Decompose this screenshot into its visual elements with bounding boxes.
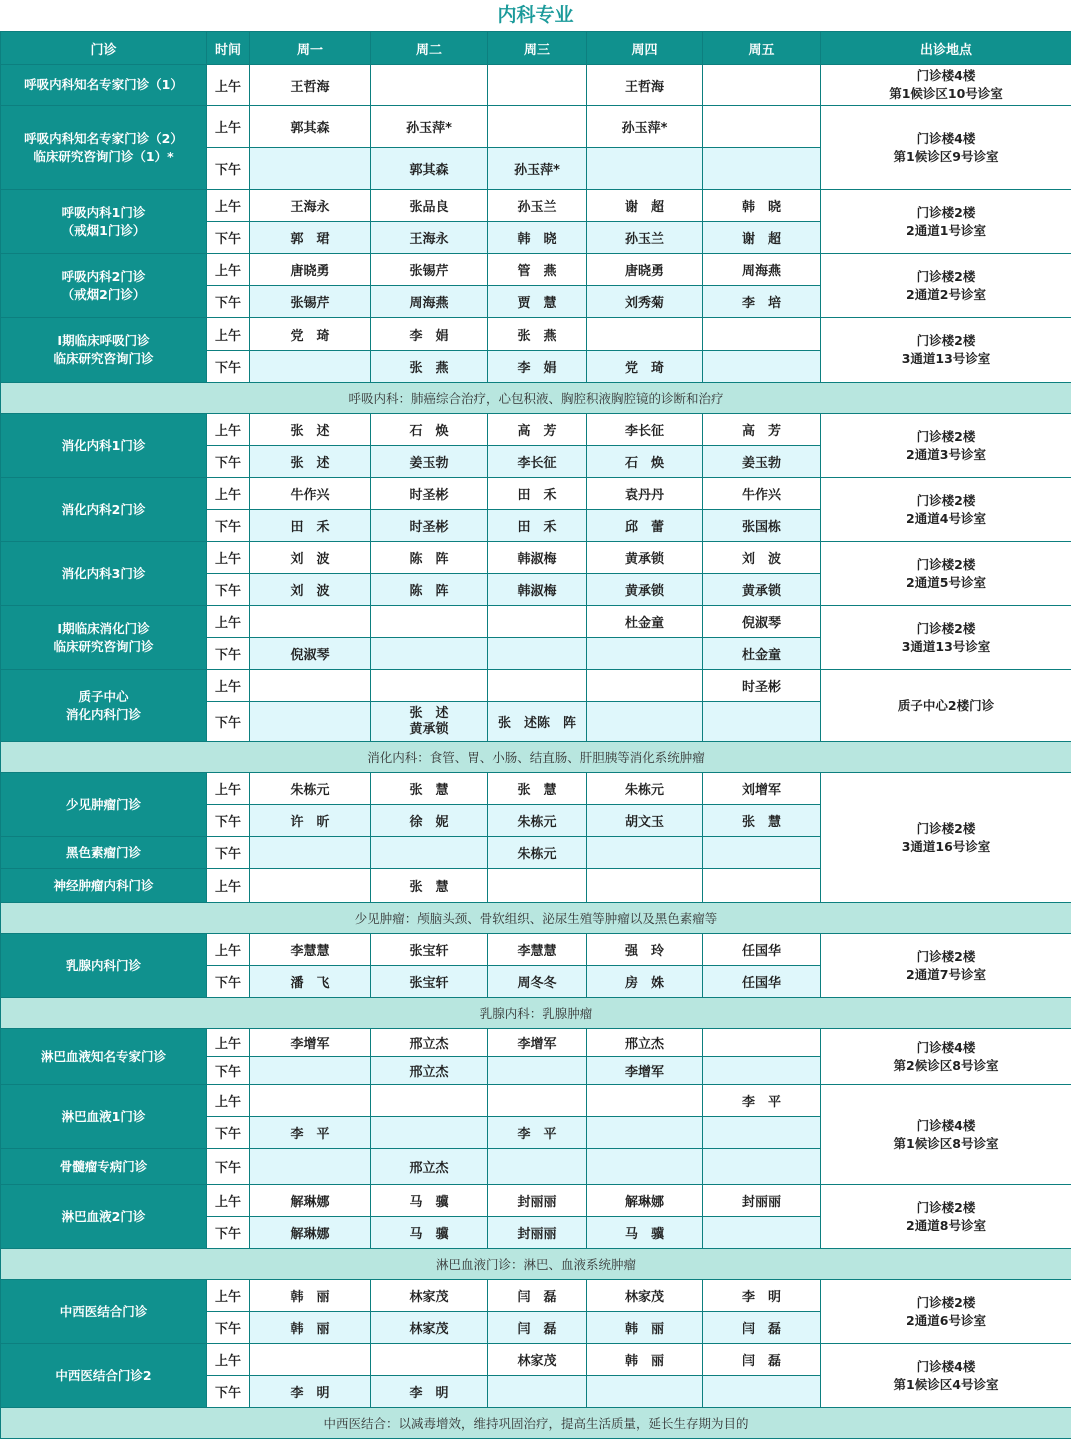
clinic-location: 门诊楼4楼 第1候诊区10号诊室 bbox=[821, 65, 1071, 106]
doctor-cell: 王哲海 bbox=[250, 65, 371, 106]
doctor-cell: 李 明 bbox=[371, 1376, 488, 1408]
time-slot: 下午 bbox=[207, 351, 250, 383]
doctor-cell bbox=[371, 1344, 488, 1376]
doctor-cell: 张品良 bbox=[371, 190, 488, 222]
doctor-cell: 杜金童 bbox=[703, 638, 821, 670]
table-row bbox=[1, 1280, 1071, 1312]
doctor-cell: 王海永 bbox=[371, 222, 488, 254]
note-row bbox=[1, 998, 1071, 1029]
doctor-cell bbox=[703, 351, 821, 383]
doctor-cell: 郭其森 bbox=[371, 148, 488, 190]
doctor-cell: 马 骥 bbox=[587, 1217, 703, 1249]
time-slot: 下午 bbox=[207, 574, 250, 606]
time-slot: 上午 bbox=[207, 773, 250, 805]
time-slot: 下午 bbox=[207, 1117, 250, 1149]
doctor-cell: 高 芳 bbox=[488, 414, 587, 446]
table-row bbox=[1, 414, 1071, 446]
table-row bbox=[1, 1185, 1071, 1217]
doctor-cell bbox=[703, 1029, 821, 1057]
note-row bbox=[1, 903, 1071, 934]
table-row bbox=[1, 606, 1071, 638]
clinic-name: 质子中心 消化内科门诊 bbox=[1, 670, 207, 742]
doctor-cell bbox=[250, 702, 371, 742]
header-thu: 周四 bbox=[587, 32, 703, 65]
table-row bbox=[1, 65, 1071, 106]
doctor-cell: 李长征 bbox=[587, 414, 703, 446]
specialty-note: 呼吸内科：肺癌综合治疗，心包积液、胸腔积液胸腔镜的诊断和治疗 bbox=[1, 383, 1071, 414]
clinic-name: 呼吸内科知名专家门诊（2） 临床研究咨询门诊（1）* bbox=[1, 106, 207, 190]
doctor-cell bbox=[250, 869, 371, 903]
doctor-cell: 刘增军 bbox=[703, 773, 821, 805]
doctor-cell: 孙玉萍* bbox=[488, 148, 587, 190]
doctor-cell: 刘秀菊 bbox=[587, 286, 703, 318]
doctor-cell bbox=[587, 1376, 703, 1408]
clinic-name: 消化内科3门诊 bbox=[1, 542, 207, 606]
clinic-location: 门诊楼2楼 3通道13号诊室 bbox=[821, 606, 1071, 670]
clinic-name: 中西医结合门诊 bbox=[1, 1280, 207, 1344]
clinic-location: 质子中心2楼门诊 bbox=[821, 670, 1071, 742]
time-slot: 上午 bbox=[207, 478, 250, 510]
time-slot: 下午 bbox=[207, 148, 250, 190]
doctor-cell bbox=[250, 1085, 371, 1117]
doctor-cell bbox=[703, 1149, 821, 1185]
doctor-cell bbox=[587, 670, 703, 702]
time-slot: 下午 bbox=[207, 837, 250, 869]
doctor-cell: 陈 阵 bbox=[371, 574, 488, 606]
doctor-cell: 李慧慧 bbox=[250, 934, 371, 966]
time-slot: 上午 bbox=[207, 65, 250, 106]
doctor-cell bbox=[587, 1085, 703, 1117]
time-slot: 下午 bbox=[207, 510, 250, 542]
doctor-cell bbox=[488, 1149, 587, 1185]
specialty-note: 淋巴血液门诊：淋巴、血液系统肿瘤 bbox=[1, 1249, 1071, 1280]
doctor-cell: 胡文玉 bbox=[587, 805, 703, 837]
doctor-cell: 李 平 bbox=[703, 1085, 821, 1117]
doctor-cell: 张 述陈 阵 bbox=[488, 702, 587, 742]
doctor-cell: 解琳娜 bbox=[250, 1217, 371, 1249]
doctor-cell bbox=[250, 837, 371, 869]
note-row bbox=[1, 1408, 1071, 1439]
doctor-cell bbox=[371, 65, 488, 106]
doctor-cell: 韩 丽 bbox=[587, 1312, 703, 1344]
doctor-cell bbox=[488, 606, 587, 638]
time-slot: 上午 bbox=[207, 106, 250, 148]
time-slot: 上午 bbox=[207, 542, 250, 574]
doctor-cell: 李 平 bbox=[488, 1117, 587, 1149]
doctor-cell: 邢立杰 bbox=[371, 1057, 488, 1085]
doctor-cell: 解琳娜 bbox=[587, 1185, 703, 1217]
doctor-cell: 王哲海 bbox=[587, 65, 703, 106]
doctor-cell bbox=[703, 1217, 821, 1249]
doctor-cell: 郭其森 bbox=[250, 106, 371, 148]
doctor-cell bbox=[703, 65, 821, 106]
clinic-location: 门诊楼2楼 2通道8号诊室 bbox=[821, 1185, 1071, 1249]
schedule-body bbox=[1, 65, 1071, 1439]
doctor-cell: 朱栋元 bbox=[488, 805, 587, 837]
doctor-cell: 田 禾 bbox=[488, 510, 587, 542]
table-row bbox=[1, 254, 1071, 286]
clinic-location: 门诊楼2楼 2通道5号诊室 bbox=[821, 542, 1071, 606]
doctor-cell bbox=[250, 1149, 371, 1185]
header-wed: 周三 bbox=[488, 32, 587, 65]
table-row bbox=[1, 670, 1071, 702]
doctor-cell: 韩淑梅 bbox=[488, 542, 587, 574]
clinic-location: 门诊楼4楼 第1候诊区8号诊室 bbox=[821, 1085, 1071, 1185]
time-slot: 上午 bbox=[207, 318, 250, 351]
doctor-cell bbox=[488, 65, 587, 106]
note-row bbox=[1, 742, 1071, 773]
doctor-cell: 房 姝 bbox=[587, 966, 703, 998]
clinic-location: 门诊楼2楼 2通道4号诊室 bbox=[821, 478, 1071, 542]
doctor-cell bbox=[703, 148, 821, 190]
doctor-cell: 朱栋元 bbox=[587, 773, 703, 805]
table-row bbox=[1, 190, 1071, 222]
doctor-cell: 孙玉萍* bbox=[371, 106, 488, 148]
doctor-cell: 高 芳 bbox=[703, 414, 821, 446]
doctor-cell: 张 慧 bbox=[371, 773, 488, 805]
doctor-cell bbox=[587, 869, 703, 903]
doctor-cell: 韩 丽 bbox=[250, 1312, 371, 1344]
doctor-cell: 朱栋元 bbox=[250, 773, 371, 805]
clinic-name: 黑色素瘤门诊 bbox=[1, 837, 207, 869]
time-slot: 下午 bbox=[207, 1376, 250, 1408]
doctor-cell: 林家茂 bbox=[488, 1344, 587, 1376]
doctor-cell: 李 娟 bbox=[488, 351, 587, 383]
doctor-cell: 李慧慧 bbox=[488, 934, 587, 966]
doctor-cell: 唐晓勇 bbox=[587, 254, 703, 286]
doctor-cell: 韩 晓 bbox=[703, 190, 821, 222]
doctor-cell: 杜金童 bbox=[587, 606, 703, 638]
doctor-cell: 李长征 bbox=[488, 446, 587, 478]
doctor-cell bbox=[587, 318, 703, 351]
doctor-cell bbox=[250, 1344, 371, 1376]
doctor-cell: 韩淑梅 bbox=[488, 574, 587, 606]
clinic-name: 中西医结合门诊2 bbox=[1, 1344, 207, 1408]
doctor-cell: 姜玉勃 bbox=[703, 446, 821, 478]
doctor-cell: 时圣彬 bbox=[371, 510, 488, 542]
doctor-cell bbox=[250, 606, 371, 638]
doctor-cell bbox=[587, 837, 703, 869]
doctor-cell: 李 平 bbox=[250, 1117, 371, 1149]
doctor-cell: 孙玉兰 bbox=[488, 190, 587, 222]
clinic-name: 消化内科1门诊 bbox=[1, 414, 207, 478]
doctor-cell bbox=[371, 606, 488, 638]
doctor-cell: 林家茂 bbox=[587, 1280, 703, 1312]
doctor-cell: 袁丹丹 bbox=[587, 478, 703, 510]
doctor-cell: 郭 珺 bbox=[250, 222, 371, 254]
clinic-name: 乳腺内科门诊 bbox=[1, 934, 207, 998]
doctor-cell: 倪淑琴 bbox=[703, 606, 821, 638]
clinic-location: 门诊楼2楼 2通道6号诊室 bbox=[821, 1280, 1071, 1344]
clinic-name: 少见肿瘤门诊 bbox=[1, 773, 207, 837]
doctor-cell bbox=[587, 1149, 703, 1185]
header-time: 时间 bbox=[207, 32, 250, 65]
time-slot: 上午 bbox=[207, 1085, 250, 1117]
doctor-cell bbox=[703, 1117, 821, 1149]
doctor-cell bbox=[587, 148, 703, 190]
specialty-note: 消化内科：食管、胃、小肠、结直肠、肝胆胰等消化系统肿瘤 bbox=[1, 742, 1071, 773]
doctor-cell bbox=[488, 638, 587, 670]
doctor-cell: 林家茂 bbox=[371, 1280, 488, 1312]
doctor-cell bbox=[250, 351, 371, 383]
table-row bbox=[1, 542, 1071, 574]
time-slot: 上午 bbox=[207, 606, 250, 638]
doctor-cell: 林家茂 bbox=[371, 1312, 488, 1344]
doctor-cell: 韩 丽 bbox=[587, 1344, 703, 1376]
header-clinic: 门诊 bbox=[1, 32, 207, 65]
time-slot: 上午 bbox=[207, 1185, 250, 1217]
doctor-cell: 刘 波 bbox=[250, 542, 371, 574]
doctor-cell bbox=[587, 702, 703, 742]
doctor-cell bbox=[488, 670, 587, 702]
doctor-cell: 李 明 bbox=[250, 1376, 371, 1408]
doctor-cell bbox=[488, 106, 587, 148]
time-slot: 上午 bbox=[207, 254, 250, 286]
doctor-cell: 解琳娜 bbox=[250, 1185, 371, 1217]
doctor-cell: 封丽丽 bbox=[488, 1217, 587, 1249]
clinic-location: 门诊楼2楼 3通道16号诊室 bbox=[821, 773, 1071, 903]
clinic-location: 门诊楼2楼 2通道7号诊室 bbox=[821, 934, 1071, 998]
time-slot: 下午 bbox=[207, 966, 250, 998]
doctor-cell bbox=[371, 1085, 488, 1117]
doctor-cell: 马 骥 bbox=[371, 1185, 488, 1217]
doctor-cell: 孙玉兰 bbox=[587, 222, 703, 254]
clinic-name: I期临床呼吸门诊 临床研究咨询门诊 bbox=[1, 318, 207, 383]
header-tue: 周二 bbox=[371, 32, 488, 65]
time-slot: 下午 bbox=[207, 446, 250, 478]
doctor-cell: 张 燕 bbox=[488, 318, 587, 351]
doctor-cell: 闫 磊 bbox=[488, 1312, 587, 1344]
table-row bbox=[1, 478, 1071, 510]
doctor-cell: 任国华 bbox=[703, 966, 821, 998]
doctor-cell: 邱 蕾 bbox=[587, 510, 703, 542]
clinic-location: 门诊楼4楼 第2候诊区8号诊室 bbox=[821, 1029, 1071, 1085]
clinic-location: 门诊楼4楼 第1候诊区9号诊室 bbox=[821, 106, 1071, 190]
doctor-cell: 倪淑琴 bbox=[250, 638, 371, 670]
time-slot: 下午 bbox=[207, 1217, 250, 1249]
time-slot: 下午 bbox=[207, 638, 250, 670]
doctor-cell bbox=[371, 670, 488, 702]
doctor-cell bbox=[703, 1376, 821, 1408]
doctor-cell: 石 焕 bbox=[587, 446, 703, 478]
doctor-cell: 邢立杰 bbox=[587, 1029, 703, 1057]
clinic-location: 门诊楼2楼 3通道13号诊室 bbox=[821, 318, 1071, 383]
doctor-cell: 张锡芹 bbox=[250, 286, 371, 318]
table-row bbox=[1, 1029, 1071, 1057]
time-slot: 上午 bbox=[207, 1029, 250, 1057]
time-slot: 上午 bbox=[207, 414, 250, 446]
doctor-cell: 徐 妮 bbox=[371, 805, 488, 837]
doctor-cell: 刘 波 bbox=[703, 542, 821, 574]
doctor-cell: 牛作兴 bbox=[250, 478, 371, 510]
time-slot: 上午 bbox=[207, 190, 250, 222]
doctor-cell: 姜玉勃 bbox=[371, 446, 488, 478]
doctor-cell bbox=[488, 1085, 587, 1117]
doctor-cell: 李 培 bbox=[703, 286, 821, 318]
note-row bbox=[1, 383, 1071, 414]
doctor-cell: 韩 晓 bbox=[488, 222, 587, 254]
doctor-cell: 李增军 bbox=[587, 1057, 703, 1085]
doctor-cell: 党 琦 bbox=[250, 318, 371, 351]
time-slot: 上午 bbox=[207, 934, 250, 966]
doctor-cell: 时圣彬 bbox=[703, 670, 821, 702]
doctor-cell: 党 琦 bbox=[587, 351, 703, 383]
doctor-cell: 田 禾 bbox=[488, 478, 587, 510]
page-title: 内科专业 bbox=[0, 0, 1071, 31]
doctor-cell: 闫 磊 bbox=[703, 1312, 821, 1344]
doctor-cell: 封丽丽 bbox=[488, 1185, 587, 1217]
doctor-cell: 韩 丽 bbox=[250, 1280, 371, 1312]
doctor-cell: 李增军 bbox=[488, 1029, 587, 1057]
doctor-cell: 张宝轩 bbox=[371, 934, 488, 966]
doctor-cell: 王海永 bbox=[250, 190, 371, 222]
table-row bbox=[1, 773, 1071, 805]
specialty-note: 少见肿瘤：颅脑头颈、骨软组织、泌尿生殖等肿瘤以及黑色素瘤等 bbox=[1, 903, 1071, 934]
doctor-cell: 张国栋 bbox=[703, 510, 821, 542]
doctor-cell: 周海燕 bbox=[371, 286, 488, 318]
doctor-cell: 许 昕 bbox=[250, 805, 371, 837]
doctor-cell: 黄承锁 bbox=[587, 574, 703, 606]
time-slot: 下午 bbox=[207, 702, 250, 742]
doctor-cell bbox=[250, 1057, 371, 1085]
doctor-cell bbox=[587, 1117, 703, 1149]
table-row bbox=[1, 1344, 1071, 1376]
doctor-cell: 张 燕 bbox=[371, 351, 488, 383]
doctor-cell bbox=[488, 869, 587, 903]
doctor-cell: 任国华 bbox=[703, 934, 821, 966]
clinic-name: 神经肿瘤内科门诊 bbox=[1, 869, 207, 903]
clinic-name: 呼吸内科2门诊 （戒烟2门诊） bbox=[1, 254, 207, 318]
clinic-name: 呼吸内科知名专家门诊（1） bbox=[1, 65, 207, 106]
doctor-cell: 邢立杰 bbox=[371, 1149, 488, 1185]
clinic-name: 淋巴血液知名专家门诊 bbox=[1, 1029, 207, 1085]
doctor-cell: 孙玉萍* bbox=[587, 106, 703, 148]
doctor-cell bbox=[703, 869, 821, 903]
time-slot: 上午 bbox=[207, 869, 250, 903]
doctor-cell bbox=[703, 1057, 821, 1085]
clinic-location: 门诊楼2楼 2通道2号诊室 bbox=[821, 254, 1071, 318]
doctor-cell bbox=[587, 638, 703, 670]
doctor-cell bbox=[371, 638, 488, 670]
doctor-cell: 黄承锁 bbox=[703, 574, 821, 606]
doctor-cell bbox=[250, 148, 371, 190]
doctor-cell: 牛作兴 bbox=[703, 478, 821, 510]
clinic-name: 呼吸内科1门诊 （戒烟1门诊） bbox=[1, 190, 207, 254]
doctor-cell: 马 骥 bbox=[371, 1217, 488, 1249]
table-row bbox=[1, 106, 1071, 148]
header-row bbox=[1, 32, 1071, 65]
doctor-cell: 谢 超 bbox=[703, 222, 821, 254]
specialty-note: 中西医结合：以减毒增效，维持巩固治疗，提高生活质量，延长生存期为目的 bbox=[1, 1408, 1071, 1439]
doctor-cell: 李 明 bbox=[703, 1280, 821, 1312]
time-slot: 下午 bbox=[207, 286, 250, 318]
doctor-cell: 陈 阵 bbox=[371, 542, 488, 574]
clinic-location: 门诊楼2楼 2通道1号诊室 bbox=[821, 190, 1071, 254]
clinic-name: 骨髓瘤专病门诊 bbox=[1, 1149, 207, 1185]
schedule-table bbox=[0, 31, 1071, 1439]
doctor-cell bbox=[488, 1376, 587, 1408]
doctor-cell: 黄承锁 bbox=[587, 542, 703, 574]
doctor-cell: 张 述 bbox=[250, 446, 371, 478]
doctor-cell: 邢立杰 bbox=[371, 1029, 488, 1057]
header-fri: 周五 bbox=[703, 32, 821, 65]
doctor-cell bbox=[703, 318, 821, 351]
doctor-cell: 唐晓勇 bbox=[250, 254, 371, 286]
doctor-cell bbox=[488, 1057, 587, 1085]
doctor-cell: 石 焕 bbox=[371, 414, 488, 446]
doctor-cell: 时圣彬 bbox=[371, 478, 488, 510]
doctor-cell: 潘 飞 bbox=[250, 966, 371, 998]
doctor-cell: 李 娟 bbox=[371, 318, 488, 351]
doctor-cell: 田 禾 bbox=[250, 510, 371, 542]
doctor-cell: 管 燕 bbox=[488, 254, 587, 286]
time-slot: 上午 bbox=[207, 1344, 250, 1376]
doctor-cell: 周海燕 bbox=[703, 254, 821, 286]
doctor-cell: 强 玲 bbox=[587, 934, 703, 966]
doctor-cell: 封丽丽 bbox=[703, 1185, 821, 1217]
doctor-cell bbox=[250, 670, 371, 702]
doctor-cell bbox=[371, 1117, 488, 1149]
doctor-cell bbox=[371, 837, 488, 869]
table-row bbox=[1, 318, 1071, 351]
clinic-name: 淋巴血液1门诊 bbox=[1, 1085, 207, 1149]
doctor-cell: 谢 超 bbox=[587, 190, 703, 222]
doctor-cell: 闫 磊 bbox=[703, 1344, 821, 1376]
doctor-cell: 刘 波 bbox=[250, 574, 371, 606]
doctor-cell: 张 述 bbox=[250, 414, 371, 446]
doctor-cell bbox=[703, 702, 821, 742]
doctor-cell: 张锡芹 bbox=[371, 254, 488, 286]
clinic-name: 淋巴血液2门诊 bbox=[1, 1185, 207, 1249]
doctor-cell: 张 慧 bbox=[488, 773, 587, 805]
doctor-cell: 张 慧 bbox=[703, 805, 821, 837]
doctor-cell bbox=[703, 837, 821, 869]
clinic-name: I期临床消化门诊 临床研究咨询门诊 bbox=[1, 606, 207, 670]
doctor-cell bbox=[703, 106, 821, 148]
clinic-location: 门诊楼2楼 2通道3号诊室 bbox=[821, 414, 1071, 478]
time-slot: 下午 bbox=[207, 222, 250, 254]
doctor-cell: 朱栋元 bbox=[488, 837, 587, 869]
time-slot: 下午 bbox=[207, 1057, 250, 1085]
time-slot: 下午 bbox=[207, 805, 250, 837]
doctor-cell: 张 慧 bbox=[371, 869, 488, 903]
clinic-location: 门诊楼4楼 第1候诊区4号诊室 bbox=[821, 1344, 1071, 1408]
clinic-name: 消化内科2门诊 bbox=[1, 478, 207, 542]
doctor-cell: 李增军 bbox=[250, 1029, 371, 1057]
time-slot: 上午 bbox=[207, 1280, 250, 1312]
header-location: 出诊地点 bbox=[821, 32, 1071, 65]
header-mon: 周一 bbox=[250, 32, 371, 65]
time-slot: 下午 bbox=[207, 1312, 250, 1344]
table-row bbox=[1, 1085, 1071, 1117]
doctor-cell: 张宝轩 bbox=[371, 966, 488, 998]
doctor-cell: 闫 磊 bbox=[488, 1280, 587, 1312]
doctor-cell: 贾 慧 bbox=[488, 286, 587, 318]
table-row bbox=[1, 934, 1071, 966]
time-slot: 上午 bbox=[207, 670, 250, 702]
note-row bbox=[1, 1249, 1071, 1280]
doctor-cell: 张 述 黄承锁 bbox=[371, 702, 488, 742]
time-slot: 下午 bbox=[207, 1149, 250, 1185]
specialty-note: 乳腺内科：乳腺肿瘤 bbox=[1, 998, 1071, 1029]
doctor-cell: 周冬冬 bbox=[488, 966, 587, 998]
